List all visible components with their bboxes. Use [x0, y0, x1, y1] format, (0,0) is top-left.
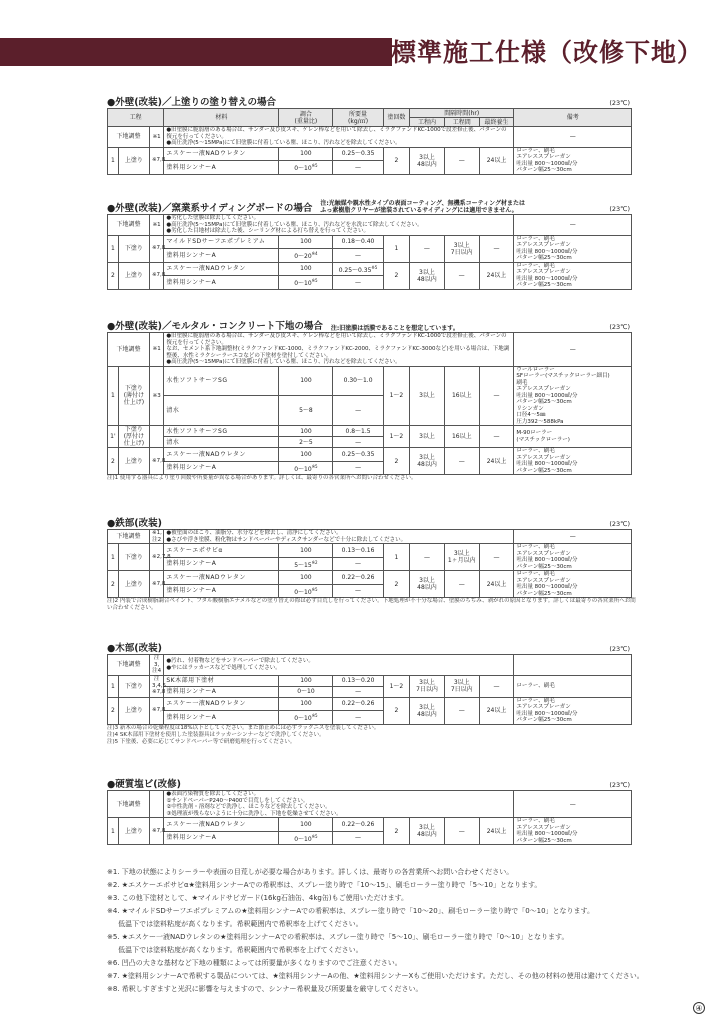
interval-int2: —: [444, 697, 479, 724]
row-number: 1: [108, 235, 119, 262]
row-number: 1: [108, 818, 119, 845]
header-interval: 間隔時間(hr): [410, 109, 514, 118]
prep-description: ●旧塗膜に脆弱層のある場合は、サンダー及び皮スキ、ケレン棒などを用いて除去し、ミラクファンドKC-1000で段差修正後、パターンの復元を行ってください。 ●高圧洗浄(5～15MPa)にて旧塗膜に付着している塵、ほこり、汚れなどを除去してください。: [164, 127, 514, 148]
material-name: 水性ソフトサーフSG: [164, 366, 279, 396]
mix-ratio: 0～10$^{※5}$: [279, 831, 333, 845]
section-temperature: (23℃): [609, 781, 630, 789]
coats: 2: [383, 448, 409, 475]
material-name: エスケー一液NADウレタン: [164, 571, 279, 585]
step-sub-note: 注3,4,5 ※7,8: [149, 675, 163, 697]
interval-int1: 3以上 7日以内: [410, 675, 445, 697]
note-line: 低温下では塗料粘度が高くなります。希釈範囲内で希釈率を上げてください。: [107, 920, 363, 928]
header-int2: 工程間: [444, 118, 479, 127]
row-number: 2: [108, 697, 119, 724]
section-header: [107, 640, 632, 654]
coats: 1～2: [383, 366, 409, 426]
usage: —: [333, 686, 383, 697]
note-line: ※1. 下地の状態によりシーラーや表面の目荒しが必要な場合があります。詳しくは、最寄りの各営業所へお問い合わせください。: [107, 868, 514, 876]
material-row: [108, 262, 632, 276]
mix-ratio: 2～5: [279, 437, 333, 448]
prep-description: ●表面汚染物質を除去してください。 ①サンドペーパーP240～P400で目荒しをしてください。 ②中性洗剤・溶剤などで洗浄し、ほこりなどを除去してください。 ③処理液が残らないように十分に洗浄し、下地を乾燥させてください。: [164, 791, 514, 818]
step-label: 下塗り: [118, 675, 149, 697]
step-sub-note: ※1: [149, 215, 163, 236]
remarks: —: [514, 791, 632, 818]
spec-table: [107, 108, 632, 175]
step-sub-note: ※2,7,8: [149, 544, 163, 571]
section-title: ●鉄部(改装): [107, 518, 162, 529]
header-usage: 所要量 (kg/㎡): [333, 109, 383, 127]
mix-ratio: 0～10$^{※5}$: [279, 711, 333, 725]
interval-int2: —: [444, 147, 479, 174]
mix-note: ※5: [311, 463, 318, 469]
remarks: ローラー、刷毛: [514, 675, 632, 697]
step-sub-note: [149, 426, 163, 448]
material-name: 塗料用シンナーA: [164, 831, 279, 845]
mix-ratio: 100: [279, 544, 333, 558]
step-sub-note: [149, 791, 163, 818]
header-mix: 調合 (重量比): [279, 109, 333, 127]
row-number: 2: [108, 571, 119, 598]
usage-note: ※5: [371, 264, 378, 270]
mix-ratio: 100: [279, 235, 333, 249]
step-label: 下塗り: [118, 544, 149, 571]
interval-int3: 24以上: [479, 262, 514, 289]
row-number: 2: [108, 262, 119, 289]
spec-table: [107, 790, 632, 845]
interval-int2: 16以上: [444, 366, 479, 426]
coats: 1～2: [383, 426, 409, 448]
mix-note: ※5: [311, 586, 318, 592]
mix-ratio: 0～10$^{※5}$: [279, 461, 333, 475]
section-title: ●硬質塩ビ(改修): [107, 779, 181, 790]
material-name: エスケー一液NADウレタン: [164, 818, 279, 832]
step-label: 下地調整: [108, 791, 150, 818]
header-coats: 塗回数: [383, 109, 409, 127]
material-row: [108, 366, 632, 396]
remarks: ローラー、刷毛 エアレススプレーガン 吐出量 800～1000㎖/分 パターン幅25～30cm: [514, 544, 632, 571]
usage: —: [333, 249, 383, 263]
material-row: [108, 147, 632, 161]
interval-int3: 24以上: [479, 147, 514, 174]
row-number: 2: [108, 448, 119, 475]
remarks: ローラー、刷毛 エアレススプレーガン 吐出量 800～1000㎖/分 パターン幅25～30cm: [514, 697, 632, 724]
prep-description: ●被塗面のほこり、油脂分、水分などを除去し、清浄にしてください。 ●さびや浮き塗膜、粉化物はサンドペーパーやディスクサンダーなどで十分に除去してください。: [164, 530, 514, 544]
section-header: [107, 318, 632, 332]
interval-int3: —: [479, 426, 514, 448]
remarks: ローラー、刷毛 エアレススプレーガン 吐出量 800～1000㎖/分 パターン幅25～30cm: [514, 818, 632, 845]
step-sub-note: ※7,8: [149, 571, 163, 598]
material-row: [108, 818, 632, 832]
mix-ratio: 100: [279, 426, 333, 437]
mix-ratio: 0～10$^{※5}$: [279, 276, 333, 290]
interval-int2: 16以上: [444, 426, 479, 448]
row-number: 1: [108, 147, 119, 174]
section-3: [107, 515, 636, 612]
interval-int2: —: [444, 262, 479, 289]
step-label: 下地調整: [108, 530, 150, 544]
interval-int1: 3以上 48以内: [410, 818, 445, 845]
coats: 2: [383, 147, 409, 174]
step-label: 上塗り: [118, 448, 149, 475]
interval-int2: —: [444, 448, 479, 475]
remarks: M-90ローラー (マスチックローラー): [514, 426, 632, 448]
interval-int3: —: [479, 675, 514, 697]
general-notes: [107, 866, 652, 996]
coats: 1～2: [383, 675, 409, 697]
mix-note: ※2: [311, 559, 318, 565]
section-5: [107, 776, 632, 845]
remarks: —: [514, 530, 632, 544]
row-number: 1': [108, 426, 119, 448]
remarks: ローラー、刷毛 エアレススプレーガン 吐出量 800～1000㎖/分 パターン幅25～30cm: [514, 147, 632, 174]
usage: 0.22～0.26: [333, 571, 383, 585]
material-name: 清水: [164, 437, 279, 448]
material-row: [108, 426, 632, 437]
row-number: 1: [108, 366, 119, 426]
usage: 0.22～0.26: [333, 697, 383, 711]
usage: —: [333, 831, 383, 845]
step-label: 上塗り: [118, 262, 149, 289]
interval-int2: 3以上 7日以内: [444, 675, 479, 697]
coats: 2: [383, 571, 409, 598]
material-name: エスケー一液NADウレタン: [164, 262, 279, 276]
header-remarks: 備考: [514, 109, 632, 127]
step-label: 下地調整: [108, 127, 150, 148]
remarks: ローラー、刷毛 エアレススプレーガン 吐出量 800～1000㎖/分 パターン幅25～30cm: [514, 571, 632, 598]
remarks: ローラー、刷毛 エアレススプレーガン 吐出量 800～1000㎖/分 パターン幅25～30cm: [514, 448, 632, 475]
interval-int1: 3以上 48以内: [410, 697, 445, 724]
spec-table: [107, 654, 632, 725]
usage: 0.25～0.35: [333, 448, 383, 462]
spec-table: [107, 529, 632, 598]
interval-int1: 3以上 48以内: [410, 147, 445, 174]
section-temperature: (23℃): [609, 323, 630, 331]
mix-ratio: 0～20$^{※4}$: [279, 249, 333, 263]
note-line: ※6. 凹凸の大きな基材など下地の種類によっては所要量が多くなりますのでご注意ください。: [107, 959, 402, 967]
material-name: マイルドSDサーフエポプレミアム: [164, 235, 279, 249]
mix-ratio: 100: [279, 675, 333, 686]
interval-int2: —: [444, 818, 479, 845]
header-process: 工程: [108, 109, 164, 127]
interval-int1: —: [410, 544, 445, 571]
usage: —: [333, 557, 383, 571]
step-label: 下地調整: [108, 333, 150, 367]
step-label: 下塗り (薄付け 仕上げ): [118, 366, 149, 426]
row-number: 1: [108, 544, 119, 571]
usage: 0.30～1.0: [333, 366, 383, 396]
usage: —: [333, 276, 383, 290]
prep-description: ●汚れ、付着物などをサンドペーパーで除去してください。 ●やにはラッカースなどで処理してください。: [164, 655, 514, 676]
header-int1: 工程内: [410, 118, 445, 127]
section-0: [107, 94, 632, 175]
interval-int1: —: [410, 235, 445, 262]
interval-int2: —: [444, 571, 479, 598]
interval-int3: 24以上: [479, 697, 514, 724]
step-label: 上塗り: [118, 697, 149, 724]
usage: —: [333, 461, 383, 475]
material-name: 塗料用シンナーA: [164, 461, 279, 475]
prep-row: [108, 655, 632, 676]
section-temperature: (23℃): [609, 645, 630, 653]
mix-ratio: 100: [279, 571, 333, 585]
step-sub-note: ※7,8: [149, 697, 163, 724]
mix-ratio: 100: [279, 448, 333, 462]
step-sub-note: ※7,8: [149, 147, 163, 174]
section-header: [107, 200, 632, 214]
note-line: ※4. ★マイルドSDサーフエポプレミアムの★塗料用シンナーAでの希釈率は、スプレー塗り時で「10～20」、刷毛ローラー塗り時で「0～10」となります。: [107, 907, 594, 915]
material-name: 清水: [164, 396, 279, 426]
step-sub-note: ※1,注2: [149, 530, 163, 544]
remarks: —: [514, 215, 632, 236]
remarks: [514, 655, 632, 676]
header-material: 材料: [164, 109, 279, 127]
section-temperature: (23℃): [609, 99, 630, 107]
prep-row: [108, 530, 632, 544]
mix-note: ※5: [311, 713, 318, 719]
usage: 0.22～0.26: [333, 818, 383, 832]
coats: 2: [383, 262, 409, 289]
section-head-note: 注:旧塗膜は活膜であることを想定しています。: [330, 325, 459, 332]
section-footnote: 注)3 新木の場合の乾燥程度は18%以下としてください。また節止めには必ずラックニスを塗装してください。 注)4 SK木部用下塗材を使用した塗装器具はラッカーシンナーなどで洗浄してください。 注)5 下塗後、必要に応じてサンドペーパー等で研磨処理を行ってください。: [107, 724, 380, 745]
step-sub-note: ※1: [149, 127, 163, 148]
usage: 0.13～0.20: [333, 675, 383, 686]
material-name: 塗料用シンナーA: [164, 557, 279, 571]
material-name: 塗料用シンナーA: [164, 161, 279, 175]
prep-row: [108, 215, 632, 236]
coats: 1: [383, 544, 409, 571]
interval-int3: 24以上: [479, 818, 514, 845]
section-1: [107, 200, 632, 290]
section-temperature: (23℃): [609, 205, 630, 213]
material-row: [108, 448, 632, 462]
interval-int2: 3以上 7日以内: [444, 235, 479, 262]
remarks: —: [514, 127, 632, 148]
remarks: —: [514, 333, 632, 367]
material-name: 塗料用シンナーA: [164, 686, 279, 697]
prep-description: ●旧塗膜に脆弱層のある場合は、サンダー及び皮スキ、ケレン棒などを用いて除去し、ミラクファンドKC-1000で段差修正後、パターンの復元を行ってください。 なお、セメント系下地調整材(ミラクファンドKC-1000、ミラクファンドKC-2000、ミラクファンドKC-3000など)を用いる場合は、下地調整後、水性ミラクシーラーエコなどの下塗材を塗付してください。 ●高圧洗浄(5～15MPa)にて旧塗膜に付着している塵、ほこり、汚れなどを除去してください。: [164, 333, 514, 367]
usage: 0.25～0.35$^{※5}$: [333, 262, 383, 276]
mix-ratio: 0～10$^{※5}$: [279, 161, 333, 175]
material-name: 塗料用シンナーA: [164, 249, 279, 263]
material-name: SK木部用下塗材: [164, 675, 279, 686]
row-number: 1: [108, 675, 119, 697]
mix-ratio: 0～10: [279, 686, 333, 697]
step-label: 下地調整: [108, 215, 150, 236]
interval-int3: —: [479, 544, 514, 571]
coats: 2: [383, 818, 409, 845]
mix-note: ※5: [311, 278, 318, 284]
material-name: 塗料用シンナーA: [164, 276, 279, 290]
step-label: 下塗り: [118, 235, 149, 262]
interval-int3: —: [479, 366, 514, 426]
step-label: 下地調整: [108, 655, 150, 676]
step-label: 上塗り: [118, 818, 149, 845]
mix-ratio: 100: [279, 262, 333, 276]
interval-int1: 3以上: [410, 426, 445, 448]
step-label: 上塗り: [118, 571, 149, 598]
usage: 0.8～1.5: [333, 426, 383, 437]
mix-ratio: 5～8: [279, 396, 333, 426]
coats: 1: [383, 235, 409, 262]
step-sub-note: ※7,8: [149, 262, 163, 289]
step-label: 上塗り: [118, 147, 149, 174]
material-name: 塗料用シンナーA: [164, 711, 279, 725]
material-row: [108, 571, 632, 585]
section-header: [107, 515, 632, 529]
usage: —: [333, 396, 383, 426]
usage: —: [333, 584, 383, 598]
prep-row: [108, 791, 632, 818]
material-name: エスケーエポサビα: [164, 544, 279, 558]
section-head-note: 注:光触媒や親水性タイプの表面コーティング、無機系コーティング材または ふっ素樹脂クリヤーが塗装されているサイディングには適用できません。: [320, 200, 526, 214]
header-int3: 最終養生: [479, 118, 514, 127]
material-row: [108, 697, 632, 711]
note-line: ※2. ★エスケーエポサビα★塗料用シンナーAでの希釈率は、スプレー塗り時で「10～15」、刷毛ローラー塗り時で「5～10」となります。: [107, 881, 542, 889]
mix-ratio: 100: [279, 147, 333, 161]
step-sub-note: ※7,8: [149, 818, 163, 845]
section-4: [107, 640, 632, 746]
interval-int1: 3以上 48以内: [410, 262, 445, 289]
section-title: ●外壁(改装)／モルタル・コンクリート下地の場合: [107, 321, 323, 332]
interval-int3: —: [479, 235, 514, 262]
usage: 0.18～0.40: [333, 235, 383, 249]
section-temperature: (23℃): [609, 520, 630, 528]
prep-row: [108, 127, 632, 148]
remarks: ウールローラー SFローラー(マスチックローラー細目) 刷毛 エアレススプレーガン 吐出量 800～1000㎖/分 パターン幅25～30cm リシンガン 口径4～5㎜ 圧力392～588kPa: [514, 366, 632, 426]
step-sub-note: ※1: [149, 333, 163, 367]
section-header: [107, 94, 632, 108]
remarks: ローラー、刷毛 エアレススプレーガン 吐出量 800～1000㎖/分 パターン幅25～30cm: [514, 262, 632, 289]
section-title: ●外壁(改装)／上塗りの塗り替えの場合: [107, 97, 276, 108]
material-name: エスケー一液NADウレタン: [164, 448, 279, 462]
section-header: [107, 776, 632, 790]
interval-int1: 3以上: [410, 366, 445, 426]
step-sub-note: 注3,注4: [149, 655, 163, 676]
mix-note: ※4: [311, 251, 318, 257]
step-sub-note: ※7,8: [149, 448, 163, 475]
remarks: ローラー、刷毛 エアレススプレーガン 吐出量 800～1000㎖/分 パターン幅25～30cm: [514, 235, 632, 262]
spec-table: [107, 214, 632, 290]
mix-ratio: 100: [279, 366, 333, 396]
section-title: ●木部(改装): [107, 643, 162, 654]
usage: 0.13～0.16: [333, 544, 383, 558]
page-number: ④: [693, 1002, 705, 1014]
material-row: [108, 544, 632, 558]
note-line: ※3. この他下塗材として、★マイルドサビガード(16kg石油缶、4kg缶)もご使用いただけます。: [107, 894, 409, 902]
mix-note: ※5: [311, 833, 318, 839]
material-name: エスケー一液NADウレタン: [164, 147, 279, 161]
interval-int3: 24以上: [479, 571, 514, 598]
mix-ratio: 100: [279, 818, 333, 832]
mix-ratio: 5～15$^{※2}$: [279, 557, 333, 571]
usage: —: [333, 161, 383, 175]
prep-description: ●劣化した塗膜は除去してください。 ●高圧洗浄(5～15MPa)にて旧塗膜に付着している塵、ほこり、汚れなどを水洗にて除去してください。 ●劣化した目地材は除去した後、シーリング材による打ち替えを行ってください。: [164, 215, 514, 236]
note-line: ※7. ★塗料用シンナーAで希釈する製品については、★塗料用シンナーAの他、★塗料用シンナーXもご使用いただけます。ただし、その他の材料の使用は避けてください。: [107, 972, 644, 980]
interval-int2: 3以上 1ヶ月以内: [444, 544, 479, 571]
step-sub-note: ※7,8: [149, 235, 163, 262]
note-line: ※5. ★エスケー一液NADウレタンの★塗料用シンナーAでの希釈率は、スプレー塗り時で「5～10」、刷毛ローラー塗り時で「0～10」となります。: [107, 933, 569, 941]
step-sub-note: ※3: [149, 366, 163, 426]
step-label: 下塗り (厚付け 仕上げ): [118, 426, 149, 448]
note-line: 低温下では塗料粘度が高くなります。希釈範囲内で希釈率を上げてください。: [107, 946, 363, 954]
section-footnote: 注)1 使用する器具により塗り回数や所要量が異なる場合があります。詳しくは、最寄りの各営業所へお問い合わせください。: [107, 475, 417, 481]
spec-table: [107, 332, 632, 475]
interval-int1: 3以上 48以内: [410, 448, 445, 475]
usage: —: [333, 711, 383, 725]
prep-row: [108, 333, 632, 367]
section-title: ●外壁(改装)／窯業系サイディングボードの場合: [107, 203, 313, 214]
section-2: [107, 318, 632, 482]
material-name: 塗料用シンナーA: [164, 584, 279, 598]
mix-ratio: 0～10$^{※5}$: [279, 584, 333, 598]
interval-int3: 24以上: [479, 448, 514, 475]
mix-ratio: 100: [279, 697, 333, 711]
interval-int1: 3以上 48以内: [410, 571, 445, 598]
material-row: [108, 235, 632, 249]
material-name: エスケー一液NADウレタン: [164, 697, 279, 711]
coats: 2: [383, 697, 409, 724]
usage: 0.25～0.35: [333, 147, 383, 161]
note-line: ※8. 希釈しすぎますと光沢に影響を与えますので、シンナー希釈量及び所要量を厳守してください。: [107, 985, 423, 993]
mix-note: ※5: [311, 163, 318, 169]
usage: —: [333, 437, 383, 448]
page-title: 標準施工仕様（改修下地）: [390, 38, 703, 67]
material-name: 水性ソフトサーフSG: [164, 426, 279, 437]
section-footnote: 注)2 内装で合成樹脂調合ペイント、フタル酸樹脂エナメルなどの塗り替えの際は必ず目荒しを行ってください。下地処理が不十分な場合、塗膜のちぢみ、剥がれの原因となります。詳しくは最寄りの各営業所へお問い合わせください。: [107, 598, 636, 611]
material-row: [108, 675, 632, 686]
title-bar-decoration: [0, 38, 392, 66]
